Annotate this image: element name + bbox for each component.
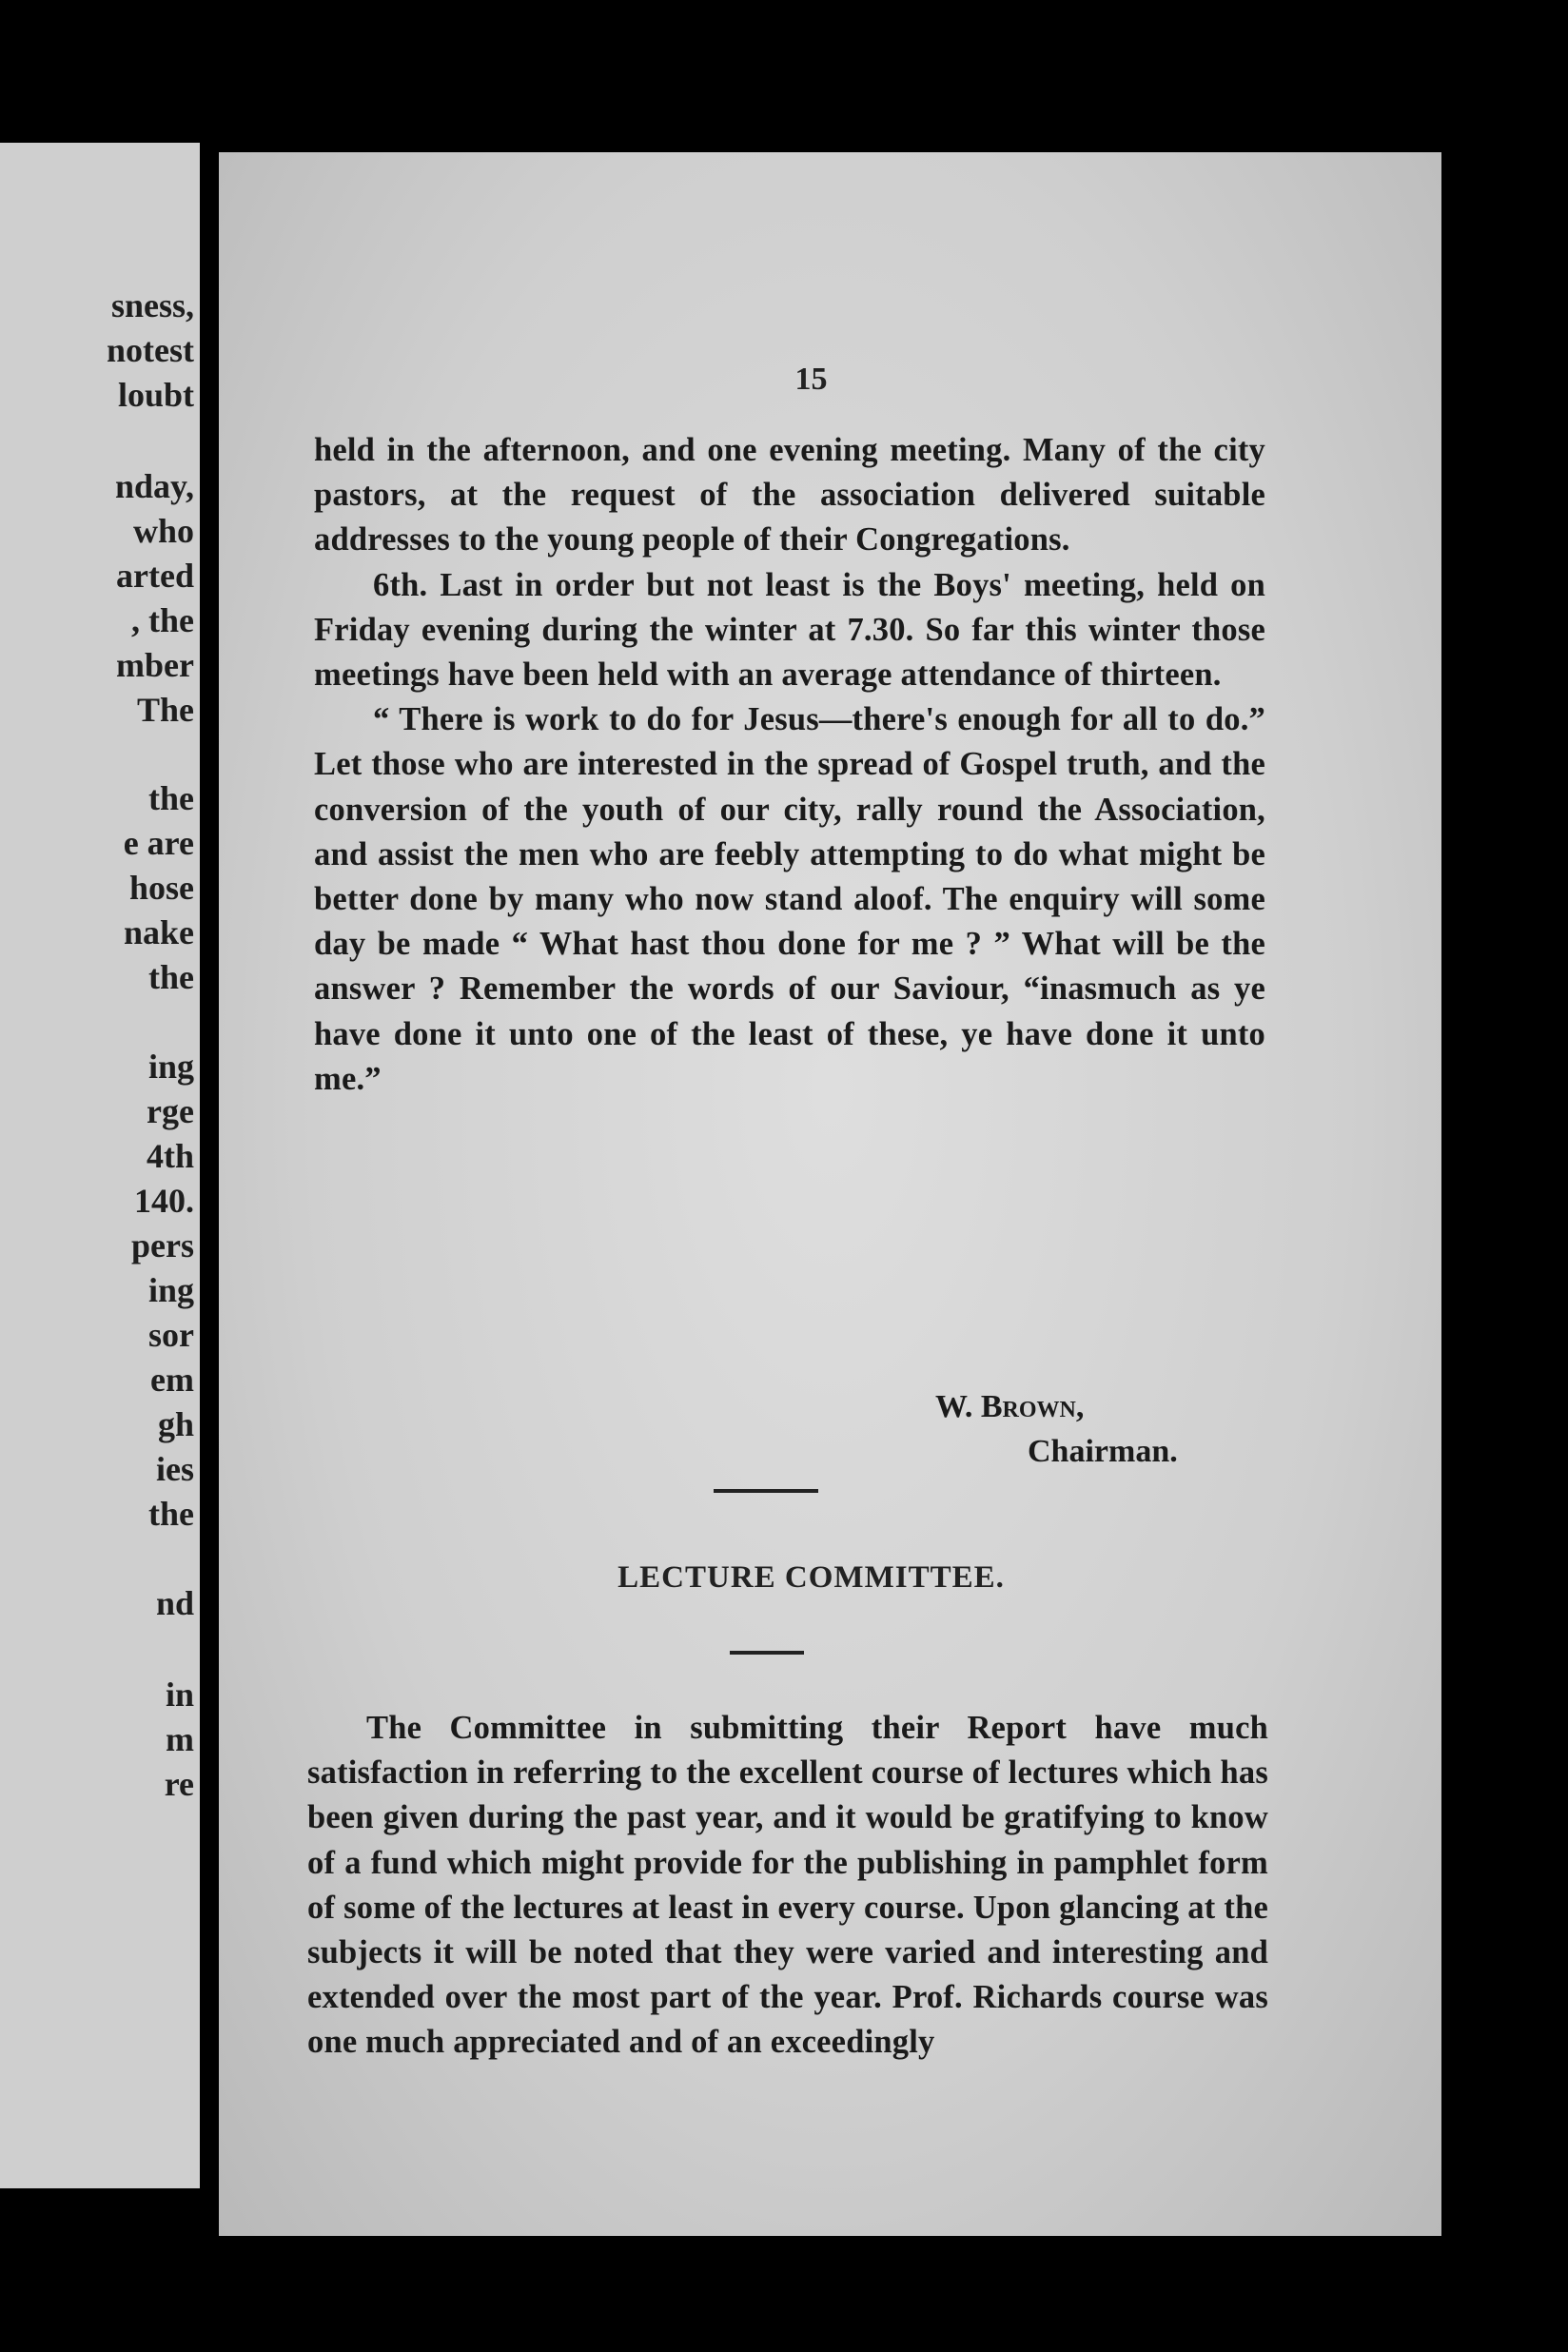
adjacent-page-text-fragment: notest (107, 331, 194, 369)
adjacent-page-text-fragment: sor (148, 1316, 194, 1354)
adjacent-page-text-fragment: nake (123, 913, 194, 951)
adjacent-page-text-fragment: sness, (110, 286, 194, 324)
adjacent-page-text-fragment: nday, (114, 467, 194, 505)
signature-name: W. Brown, (935, 1389, 1085, 1424)
adjacent-page-text-fragment: gh (157, 1405, 194, 1443)
adjacent-page-text-fragment: nd (155, 1584, 194, 1622)
report-body-section1 (314, 428, 1265, 1102)
lecture-paragraph-1: The Committee in submitting their Report have much satisfaction in referring to the excellent course of lectures which has been given during the past year, and it would be gratifying to know of a fund which might provide for the publishing in pamphlet form of some of the lectures at least in every course. Upon glancing at the subjects it will be noted that they were varied and interesting and extended over the most part of the year. Prof. Richards course was one much appreciated and of an exceedingly (307, 1710, 1268, 2061)
adjacent-page-fragment (0, 143, 200, 2188)
adjacent-page-text-fragment: re (164, 1765, 194, 1803)
adjacent-page-text-fragment: the (148, 1495, 194, 1533)
adjacent-page-text-fragment: pers (131, 1226, 194, 1264)
adjacent-page-text-fragment: the (148, 958, 194, 996)
document-page (219, 152, 1441, 2236)
page-number: 15 (794, 362, 828, 397)
adjacent-page-text-fragment: in (165, 1676, 194, 1714)
adjacent-page-text-fragment: arted (116, 557, 194, 595)
adjacent-page-text-fragment: loubt (117, 376, 194, 414)
adjacent-page-text-fragment: , the (131, 601, 194, 639)
adjacent-page-text-fragment: e are (123, 824, 194, 862)
adjacent-page-text-fragment: ing (147, 1271, 194, 1309)
adjacent-page-text-fragment: rge (147, 1092, 194, 1130)
paragraph-2: 6th. Last in order but not least is the Boys' meeting, held on Friday evening during the winter at 7.30. So far this winter those meetings have been held with an average attendance of thirteen. (314, 566, 1265, 694)
paragraph-3: “ There is work to do for Jesus—there's enough for all to do.” Let those who are interested in the spread of Gospel truth, and the conversion of the youth of our city, rally round the Association, and assist the men who are feebly attempting to do what might be better done by many who now stand aloof. The enquiry will some day be made “ What hast thou done for me ? ” What will be the answer ? Remember the words of our Saviour, “inasmuch as ye have done it unto one of the least of these, ye have done it unto me.” (314, 701, 1265, 1097)
signature-title: Chairman. (1028, 1434, 1178, 1469)
section-heading: LECTURE COMMITTEE. (617, 1560, 1005, 1595)
adjacent-page-text-fragment: em (150, 1361, 194, 1399)
adjacent-page-text-fragment: ies (156, 1450, 194, 1488)
adjacent-page-text-fragment: who (132, 512, 194, 550)
adjacent-page-text-fragment: hose (128, 869, 194, 907)
book-gutter (200, 143, 219, 2188)
adjacent-page-text-fragment: mber (116, 646, 194, 684)
paragraph-1: held in the afternoon, and one evening meeting. Many of the city pastors, at the request of the association delivered suitable addresses to the young people of their Congregations. (314, 432, 1265, 559)
adjacent-page-text-fragment: The (136, 691, 194, 729)
section-divider-top (714, 1489, 818, 1493)
adjacent-page-text-fragment: m (166, 1720, 194, 1758)
adjacent-page-text-fragment: ing (147, 1048, 194, 1086)
adjacent-page-text-fragment: 4th (146, 1137, 194, 1175)
adjacent-page-text-fragment: the (148, 779, 194, 817)
report-body-section2 (307, 1706, 1268, 2066)
section-divider-bottom (730, 1651, 804, 1655)
adjacent-page-text-fragment: 140. (134, 1182, 194, 1220)
